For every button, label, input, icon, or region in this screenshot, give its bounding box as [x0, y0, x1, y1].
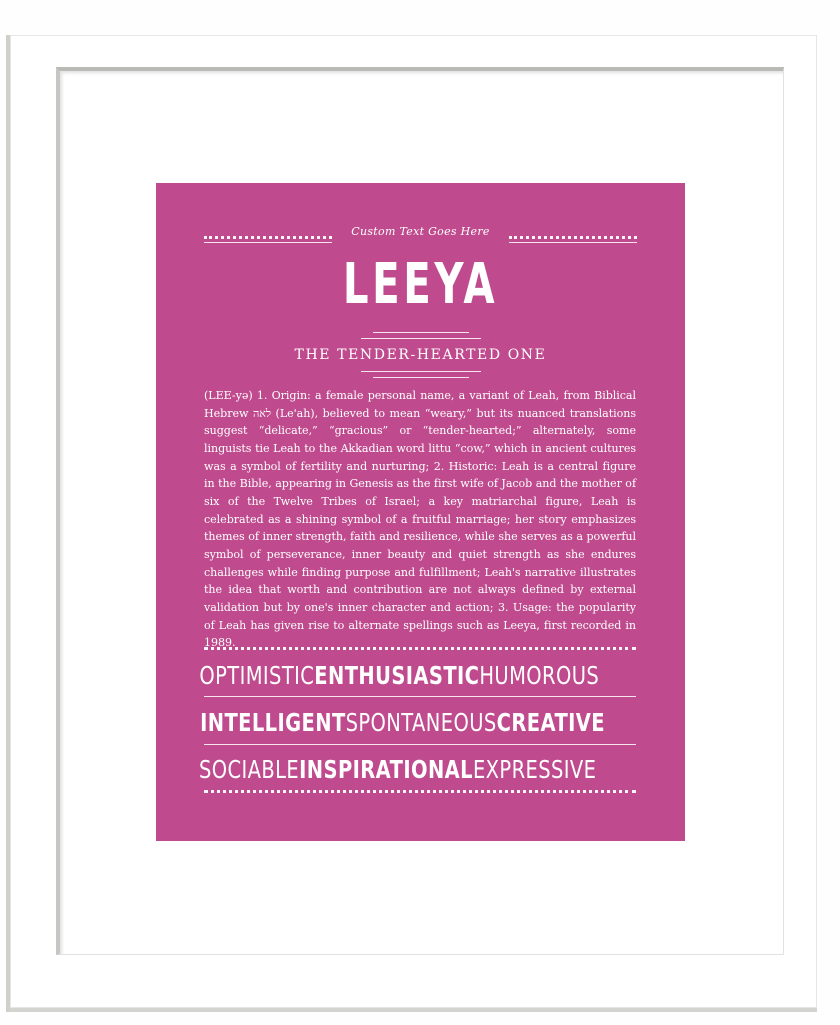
trait-word: OPTIMISTIC: [199, 660, 315, 690]
trait-word: HUMOROUS: [479, 660, 600, 690]
trait-row-3: [199, 749, 636, 789]
name-print: [156, 183, 685, 841]
trait-word: INSPIRATIONAL: [299, 754, 473, 784]
divider-top-1: [373, 332, 469, 333]
trait-separator-1: [204, 696, 636, 697]
subtitle: THE TENDER-HEARTED ONE: [294, 347, 547, 363]
traits-bottom-dotted-rule: [204, 790, 636, 793]
trait-word: INTELLIGENT: [200, 707, 346, 737]
divider-bottom-2: [373, 377, 469, 378]
trait-word: SOCIABLE: [199, 754, 300, 784]
trait-word: CREATIVE: [496, 707, 605, 737]
trait-word: SPONTANEOUS: [345, 707, 497, 737]
definition-text: (LEE-yə) 1. Origin: a female personal name, a variant of Leah, from Biblical Hebrew לאה (Le'ah), believed to mean “weary,” but its nuanced translations suggest “delicate,” “gracious” or “tender-hearted;” alternately, some linguists tie Leah to the Akkadian word littu “cow,” which in ancient cultures was a symbol of fertility and nurturing; 2. Historic: Leah is a central figure in the Bible, appearing in Genesis as the first wife of Jacob and the mother of six of the Twelve Tribes of Israel; a key matriarchal figure, Leah is celebrated as a shining symbol of a fruitful marriage; her story emphasizes themes of inner strength, faith and resilience, while she serves as a powerful symbol of perseverance, inner beauty and quiet strength as she endures challenges while finding purpose and fulfillment; Leah's narrative illustrates the idea that worth and contribution are not always defined by external validation but by one's inner character and action; 3. Usage: the popularity of Leah has given rise to alternate spellings such as Leeya, first recorded in 1989.: [204, 389, 636, 650]
divider-bottom-1: [361, 371, 481, 372]
trait-word: EXPRESSIVE: [472, 754, 597, 784]
name-title: LEEYA: [342, 252, 499, 317]
trait-row-1: [199, 655, 636, 695]
custom-text: Custom Text Goes Here: [351, 225, 490, 238]
trait-word: ENTHUSIASTIC: [314, 660, 480, 690]
divider-top-2: [361, 338, 481, 339]
top-right-hairline: [509, 242, 637, 243]
trait-row-2: [200, 702, 636, 742]
top-left-hairline: [204, 242, 332, 243]
traits-top-dotted-rule: [204, 647, 636, 650]
trait-separator-2: [204, 744, 636, 745]
